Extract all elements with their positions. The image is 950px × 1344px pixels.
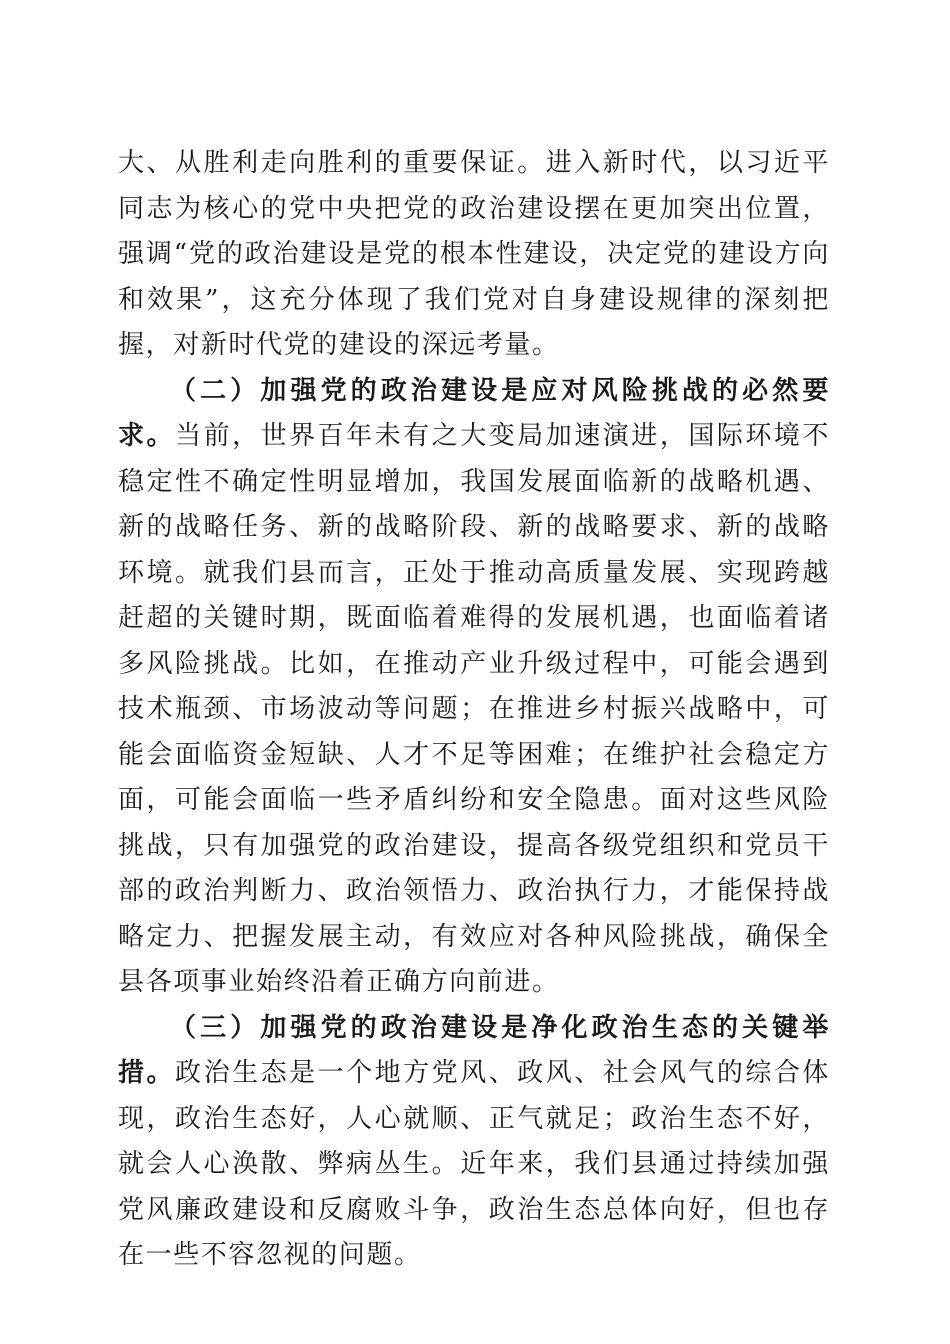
paragraph-1-text: 大、从胜利走向胜利的重要保证。进入新时代，以习近平同志为核心的党中央把党的政治建设摆在更加突出位置，强调“党的政治建设是党的根本性建设，决定党的建设方向和效果”，这充分体现了我们党对自身建设规律的深刻把握，对新时代党的建设的深远考量。 [118, 148, 830, 360]
paragraph-3 [118, 1006, 830, 1279]
section-heading-3: （三）加强党的政治建设是净化政治生态的关键举措。 [118, 1012, 830, 1088]
paragraph-3-text: 政治生态是一个地方党风、政风、社会风气的综合体现，政治生态好，人心就顺、正气就足；政治生态不好，就会人心涣散、弊病丛生。近年来，我们县通过持续加强党风廉政建设和反腐败斗争，政治生态总体向好，但也存在一些不容忽视的问题。 [118, 1058, 830, 1270]
section-heading-2: （二）加强党的政治建设是应对风险挑战的必然要求。 [118, 375, 830, 451]
paragraph-2-text: 当前，世界百年未有之大变局加速演进，国际环境不稳定性不确定性明显增加，我国发展面临新的战略机遇、新的战略任务、新的战略阶段、新的战略要求、新的战略环境。就我们县而言，正处于推动高质量发展、实现跨越赶超的关键时期，既面临着难得的发展机遇，也面临着诸多风险挑战。比如，在推动产业升级过程中，可能会遇到技术瓶颈、市场波动等问题；在推进乡村振兴战略中，可能会面临资金短缺、人才不足等困难；在维护社会稳定方面，可能会面临一些矛盾纠纷和安全隐患。面对这些风险挑战，只有加强党的政治建设，提高各级党组织和党员干部的政治判断力、政治领悟力、政治执行力，才能保持战略定力、把握发展主动，有效应对各种风险挑战，确保全县各项事业始终沿着正确方向前进。 [118, 421, 830, 997]
document-body [118, 141, 830, 1279]
paragraph-1 [118, 141, 830, 369]
paragraph-2 [118, 369, 830, 1006]
